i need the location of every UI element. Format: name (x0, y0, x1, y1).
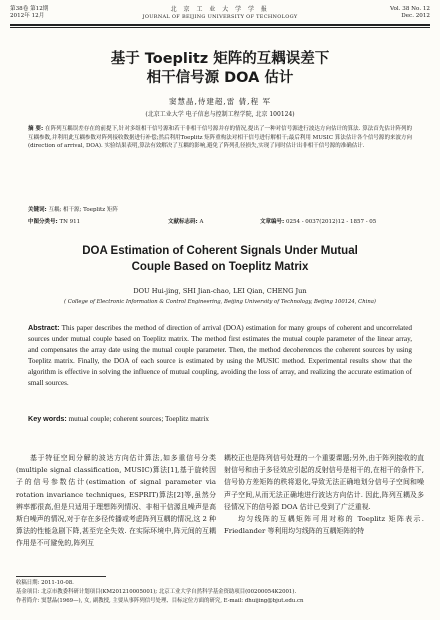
title-cn-line2: 相干信号源 DOA 估计 (146, 70, 294, 86)
abstract-cn (28, 125, 412, 151)
footnote-fund: 基金项目: 北京市教委科研计划项目(KM201210005001); 北京工业大学自然科学基金资助项目(00200054K2001). (16, 589, 297, 595)
title-en-line2: Couple Based on Toeplitz Matrix (131, 261, 309, 273)
clc-label: 中图分类号: (28, 219, 58, 225)
doc-code (168, 217, 203, 225)
issue-date-en: Dec. 2012 (401, 12, 430, 19)
journal-name-en: JOURNAL OF BEIJING UNIVERSITY OF TECHNOLOGY (142, 13, 298, 20)
header-rule-thin (10, 27, 430, 28)
body-column-right (224, 452, 424, 537)
keywords-cn-text: 互耦; 相干源; Toeplitz 矩阵 (48, 207, 118, 213)
authors-cn: 窦慧晶,侍建超,雷 倩,程 军 (169, 97, 271, 106)
keywords-en-text: mutual couple; coherent sources; Toeplitz matrix (68, 415, 210, 423)
header-center (10, 6, 430, 20)
abstract-en-text: This paper describes the method of direction of arrival (DOA) estimation for many groups of coherent and uncorrelated sources under mutual couple based on Toeplitz matrix. The method first estimates the mutual couple parameter of the linear array, and compensates the array date using the mutual couple parameter. Then, the method decoherences the coherent sources by using Toeplitz matrix. Finally, the DOA of each source is estimated by using the MUSIC method. Experimental results show that the algorithm is effective in solving the influence of mutual coupling, avoiding the loss of array, and realizing the accurate estimation of small sources. (28, 324, 413, 387)
abstract-en-label: Abstract: (28, 323, 60, 332)
header-rule-thick (10, 24, 430, 26)
body-paragraph-left: 基于特征空间分解的波达方向估计算法,如多重信号分类(multiple signal classification, MUSIC)算法[1],基于旋转因子的信号参数估计(estimation of signal parameter via rotation invariance techniques, ESPRIT)算法[2]等,虽然分辨率都很高,但是只适用于理想阵列情况、非相干信源且噪声是高斯白噪声的情况,对于存在多径传播或考虑阵列互耦的情况,这 2 种算法的性能急剧下降,甚至完全失效. 在实际环境中,阵元间的互耦作用是不可避免的,阵列互 (16, 454, 216, 548)
clc-value: TN 911 (59, 219, 81, 225)
volume-issue: 第38卷 第12期 (10, 6, 49, 12)
keywords-cn-label: 关键词: (28, 207, 47, 213)
abstract-cn-text: 在阵列互耦误差存在的前提下,针对多组相干信号源和若干非相干信号源并存的情况,提出了一种对信号源进行波达方向估计的算法. 算法首先估计阵列的互耦参数,并利用此互耦参数对阵列接收数据进行补偿;然后利用Toeplitz 矩阵重构法对相干信号进行解相干;最后利用 MUSIC 算法估计各个信号源的来波方向(direction of arrival, DOA). 实验结果表明,算法有效解决了互耦的影响,避免了阵列孔径损失,实现了同时估计出非相干信号源的准确估计. (28, 126, 413, 150)
body-paragraph-right-2: 均匀线阵的互耦矩阵可用对称的 Toeplitz 矩阵表示. Friedlander 等利用均匀线阵的互耦矩阵的特 (224, 515, 424, 536)
authors-en: DOU Hui-jing, SHI Jian-chao, LEI Qian, CHENG Jun (133, 287, 307, 295)
header-right (390, 6, 430, 20)
classification-row (28, 217, 412, 225)
clc-number (28, 217, 80, 225)
paper-title-cn (10, 50, 430, 88)
abstract-cn-label: 摘 要: (28, 126, 44, 132)
keywords-en-label: Key words: (28, 414, 67, 423)
doc-label: 文献标志码: (168, 219, 198, 225)
body-column-left (16, 452, 216, 550)
issue-date-cn: 2012年 12月 (10, 12, 45, 19)
article-label: 文章编号: (260, 219, 285, 225)
affiliation-cn: (北京工业大学 电子信息与控制工程学院, 北京 100124) (145, 111, 295, 118)
journal-name-cn: 北 京 工 业 大 学 学 报 (170, 6, 270, 13)
article-number (260, 217, 376, 225)
body-paragraph-right-1: 耦校正也是阵列信号处理的一个重要课题;另外,由于阵列接收的直射信号和由于多径效应引起的反射信号是相干的,在相干的条件下,信号协方差矩阵的秩将退化,导致无法正确地划分信号子空间和噪声子空间,从而无法正确地进行波达方向估计. 因此,阵列互耦及多径情况下的信号源 DOA 估计已受到了广泛重视. (224, 454, 424, 511)
doc-value: A (199, 219, 204, 225)
affiliation-en: ( College of Electronic Information & Control Engineering, Beijing University of Technology, Beijing 100124, China) (64, 299, 376, 305)
keywords-cn (28, 205, 412, 213)
keywords-en (28, 414, 412, 423)
article-value: 0254 - 0037(2012)12 - 1857 - 05 (285, 219, 377, 225)
title-cn-line1: 基于 Toeplitz 矩阵的互耦误差下 (110, 51, 330, 67)
volume-issue-en: Vol. 38 No. 12 (390, 6, 430, 12)
abstract-en (28, 323, 412, 388)
paper-title-en (10, 243, 430, 275)
footnote-author: 作者简介: 窦慧晶(1969—), 女, 副教授, 主要从事阵列信号处理、目标定位方面的研究, E-mail: dhuijing@bjut.edu.cn (16, 598, 304, 604)
title-en-line1: DOA Estimation of Coherent Signals Under Mutual (82, 245, 358, 257)
footnote-rule (16, 576, 106, 577)
footnote-received: 收稿日期: 2011-10-08. (16, 580, 74, 586)
